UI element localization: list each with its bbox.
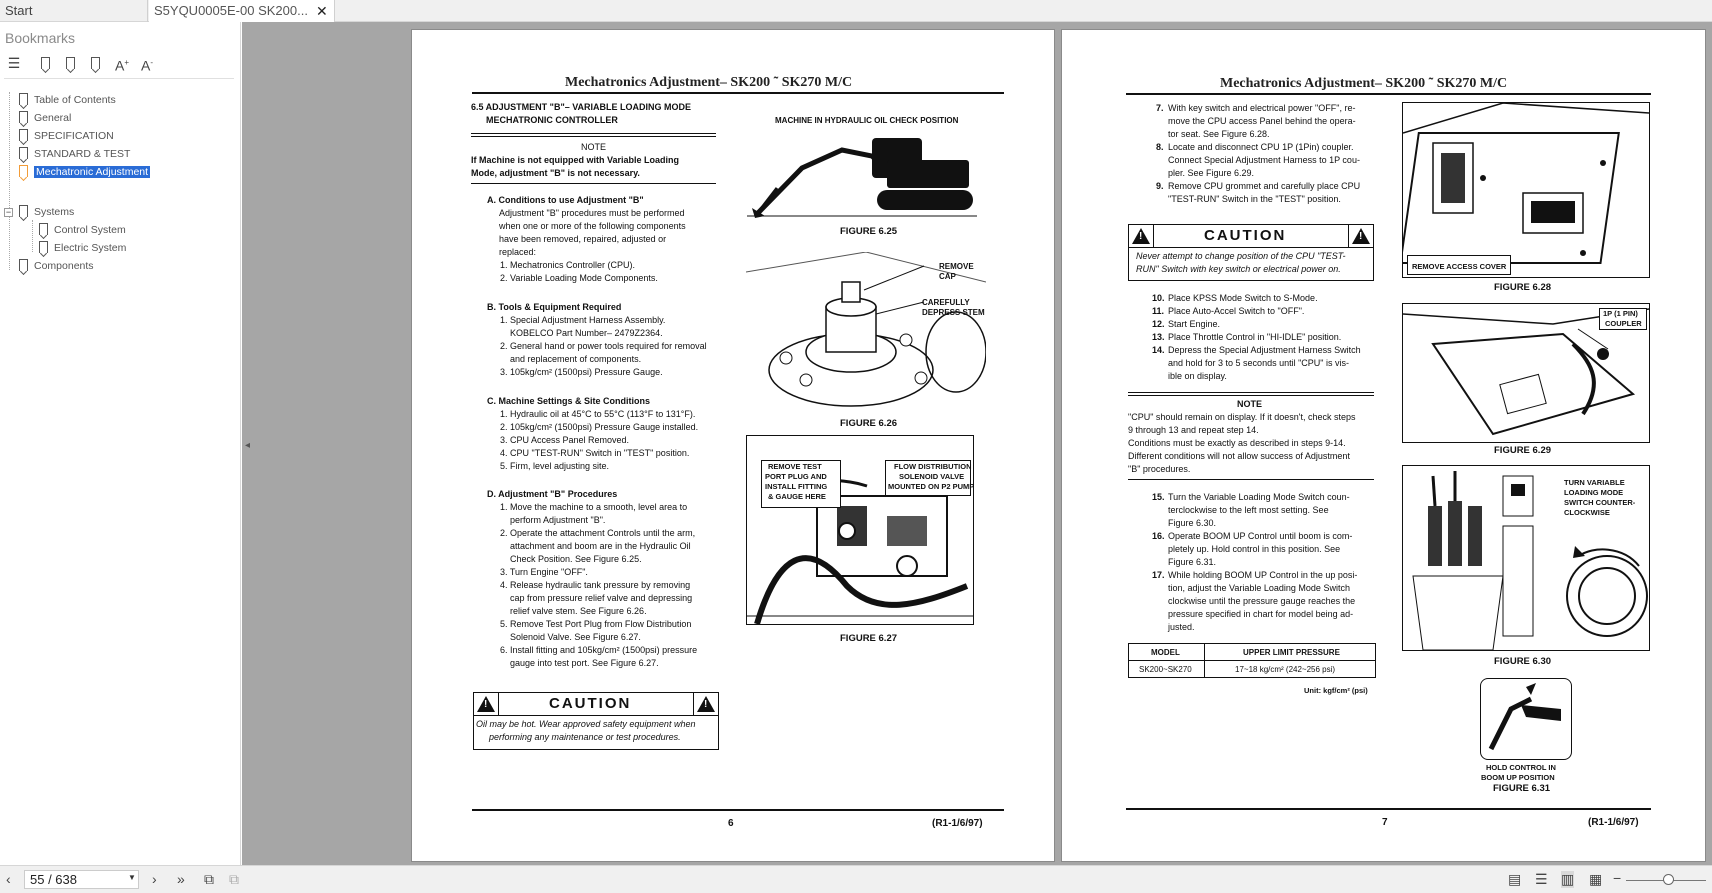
bookmark-mechatronic-adjustment[interactable] bbox=[19, 163, 150, 181]
step-text: While holding BOOM UP Control in the up posi- bbox=[1168, 570, 1358, 580]
step-text: With key switch and electrical power "OFF", re- bbox=[1168, 103, 1356, 113]
bookmark-label: Systems bbox=[34, 206, 75, 218]
caution-text: Oil may be hot. Wear approved safety equipment when bbox=[476, 719, 696, 729]
callout-cap: CAP bbox=[939, 272, 956, 281]
bookmark-label: Components bbox=[34, 260, 94, 272]
list-item: 6. Install fitting and 105kg/cm² (1500psi) pressure bbox=[500, 645, 698, 655]
warning-icon bbox=[1352, 228, 1370, 244]
list-item: 2. 105kg/cm² (1500psi) Pressure Gauge installed. bbox=[500, 422, 699, 432]
step-text: tion, adjust the Variable Loading Mode Switch bbox=[1168, 583, 1350, 593]
callout-carefully: CAREFULLY bbox=[922, 298, 970, 307]
paragraph: replaced: bbox=[499, 247, 537, 257]
bookmark-control-system[interactable] bbox=[39, 221, 126, 239]
bookmark-label: Control System bbox=[54, 224, 126, 236]
bookmarks-title: Bookmarks bbox=[5, 30, 76, 46]
list-item: Check Position. See Figure 6.25. bbox=[500, 554, 642, 564]
bookmark-icon bbox=[39, 223, 48, 235]
list-item: KOBELCO Part Number– 2479Z2364. bbox=[500, 328, 663, 338]
callout-text: & GAUGE HERE bbox=[768, 492, 826, 501]
list-item: relief valve stem. See Figure 6.26. bbox=[500, 606, 647, 616]
warning-icon bbox=[697, 696, 715, 712]
callout-remove: REMOVE bbox=[939, 262, 974, 271]
figure-6-30 bbox=[1402, 465, 1650, 651]
figure-6-27 bbox=[746, 435, 974, 625]
section-subtitle: MECHATRONIC CONTROLLER bbox=[486, 115, 618, 125]
section-a-title: A. Conditions to use Adjustment "B" bbox=[487, 195, 644, 205]
section-b-title: B. Tools & Equipment Required bbox=[487, 302, 622, 312]
list-item: 1. Special Adjustment Harness Assembly. bbox=[500, 315, 666, 325]
delete-bookmark-icon[interactable] bbox=[89, 54, 107, 72]
bookmark-standard-test[interactable] bbox=[19, 145, 130, 163]
note-text: Mode, adjustment "B" is not necessary. bbox=[471, 168, 640, 178]
step-text: Start Engine. bbox=[1168, 319, 1221, 329]
step-number: 11. bbox=[1152, 306, 1165, 316]
figure-6-27-label: FIGURE 6.27 bbox=[840, 633, 898, 644]
note-text: Different conditions will not allow success of Adjustment bbox=[1128, 451, 1350, 461]
rule bbox=[1128, 395, 1374, 396]
list-item: 3. CPU Access Panel Removed. bbox=[500, 435, 630, 445]
two-page-view-icon[interactable]: ▥ bbox=[1561, 871, 1575, 887]
caution-text: RUN" Switch with key switch or electrical power on. bbox=[1136, 264, 1341, 274]
bookmarks-panel bbox=[0, 22, 241, 865]
list-item: 1. Move the machine to a smooth, level area to bbox=[500, 502, 688, 512]
step-number: 14. bbox=[1152, 345, 1165, 355]
header-rule bbox=[1126, 93, 1651, 95]
page-number: 7 bbox=[1382, 817, 1388, 828]
list-item: 3. 105kg/cm² (1500psi) Pressure Gauge. bbox=[500, 367, 663, 377]
paragraph: Adjustment "B" procedures must be performed bbox=[499, 208, 685, 218]
figure-6-29-label: FIGURE 6.29 bbox=[1494, 445, 1552, 456]
note-text: "CPU" should remain on display. If it doesn't, check steps bbox=[1128, 412, 1356, 422]
paragraph: when one or more of the following components bbox=[499, 221, 686, 231]
caution-title: CAUTION bbox=[1204, 227, 1287, 244]
rule bbox=[1348, 225, 1349, 247]
two-page-continuous-icon[interactable]: ▦ bbox=[1589, 871, 1603, 887]
callout-text: 1P (1 PIN) bbox=[1603, 309, 1638, 318]
rule bbox=[474, 715, 718, 716]
bookmark-icon bbox=[19, 165, 28, 177]
bookmark-specification[interactable] bbox=[19, 127, 114, 145]
caution-text: performing any maintenance or test procedures. bbox=[489, 732, 681, 742]
step-text: "TEST-RUN" Switch in the "TEST" position. bbox=[1168, 194, 1341, 204]
step-text: tor seat. See Figure 6.28. bbox=[1168, 129, 1270, 139]
bookmark-icon bbox=[19, 93, 28, 105]
figure-6-30-label: FIGURE 6.30 bbox=[1494, 656, 1552, 667]
page-header: Mechatronics Adjustment– SK200 ˜ SK270 M/C bbox=[1220, 76, 1508, 91]
note-label: NOTE bbox=[581, 142, 607, 152]
bookmark-icon bbox=[19, 205, 28, 217]
bookmark-table-of-contents[interactable] bbox=[19, 91, 116, 109]
revision: (R1-1/6/97) bbox=[932, 818, 983, 829]
step-number: 17. bbox=[1152, 570, 1165, 580]
last-page-icon[interactable]: » bbox=[177, 871, 185, 887]
callout-text: SOLENOID VALVE bbox=[899, 472, 965, 481]
figure-6-31 bbox=[1480, 678, 1572, 760]
rule bbox=[1128, 479, 1374, 480]
separator bbox=[4, 78, 234, 79]
step-text: move the CPU access Panel behind the opera- bbox=[1168, 116, 1356, 126]
tab-start[interactable]: Start bbox=[0, 0, 148, 22]
callout-text: BOOM UP POSITION bbox=[1481, 773, 1555, 782]
step-text: Place KPSS Mode Switch to S-Mode. bbox=[1168, 293, 1318, 303]
list-item: and replacement of components. bbox=[500, 354, 642, 364]
note-label: NOTE bbox=[1237, 399, 1263, 409]
boom-control-illustration bbox=[1481, 679, 1571, 759]
bookmark-icon bbox=[39, 241, 48, 253]
decrease-font-icon[interactable]: A- bbox=[140, 57, 153, 74]
footer-rule bbox=[472, 809, 1004, 811]
collapse-sidebar-icon[interactable]: ◂ bbox=[245, 440, 251, 451]
paragraph: have been removed, repaired, adjusted or bbox=[499, 234, 667, 244]
list-item: cap from pressure relief valve and depressing bbox=[500, 593, 693, 603]
step-text: Turn the Variable Loading Mode Switch coun- bbox=[1168, 492, 1350, 502]
caution-title: CAUTION bbox=[549, 695, 632, 712]
rule bbox=[1204, 644, 1205, 677]
callout-text: MOUNTED ON P2 PUMP bbox=[888, 482, 975, 491]
step-text: and hold for 3 to 5 seconds until "CPU" is vis- bbox=[1168, 358, 1349, 368]
rule bbox=[1128, 392, 1374, 393]
step-number: 9. bbox=[1156, 181, 1164, 191]
header-rule bbox=[472, 92, 1004, 94]
bookmark-label: Electric System bbox=[54, 242, 127, 254]
page-number: 6 bbox=[728, 818, 734, 829]
revision: (R1-1/6/97) bbox=[1588, 817, 1639, 828]
bookmark-icon bbox=[19, 129, 28, 141]
table-unit: Unit: kgf/cm² (psi) bbox=[1304, 686, 1368, 695]
excavator-illustration bbox=[747, 128, 977, 220]
page-dropdown-icon[interactable]: ▼ bbox=[128, 873, 136, 882]
warning-icon bbox=[1132, 228, 1150, 244]
continuous-view-icon[interactable]: ☰ bbox=[1535, 871, 1548, 887]
list-item: perform Adjustment "B". bbox=[500, 515, 606, 525]
section-title: 6.5 ADJUSTMENT "B"– VARIABLE LOADING MODE bbox=[471, 102, 692, 112]
cpu-panel-illustration bbox=[1403, 103, 1649, 277]
copy-page-icon[interactable]: ⧉ bbox=[204, 871, 214, 887]
zoom-slider-handle[interactable] bbox=[1663, 874, 1674, 885]
step-number: 12. bbox=[1152, 319, 1165, 329]
add-bookmark-icon[interactable] bbox=[39, 54, 57, 72]
zoom-out-icon[interactable]: − bbox=[1613, 870, 1622, 886]
bookmark-icon bbox=[19, 259, 28, 271]
callout-box bbox=[761, 460, 841, 508]
step-text: terclockwise to the left most setting. See bbox=[1168, 505, 1329, 515]
rule bbox=[498, 693, 499, 715]
figure-6-28 bbox=[1402, 102, 1650, 278]
step-text: Remove CPU grommet and carefully place CPU bbox=[1168, 181, 1361, 191]
figure-caption-top: MACHINE IN HYDRAULIC OIL CHECK POSITION bbox=[775, 116, 959, 125]
tab-document[interactable]: S5YQU0005E-00 SK200... bbox=[149, 0, 335, 22]
step-number: 10. bbox=[1152, 293, 1165, 303]
list-item: 3. Turn Engine "OFF". bbox=[500, 567, 588, 577]
list-item: Solenoid Valve. See Figure 6.27. bbox=[500, 632, 641, 642]
note-text: 9 through 13 and repeat step 14. bbox=[1128, 425, 1259, 435]
figure-6-25-label: FIGURE 6.25 bbox=[840, 226, 898, 237]
callout-text: COUPLER bbox=[1605, 319, 1642, 328]
figure-6-26-label: FIGURE 6.26 bbox=[840, 418, 898, 429]
step-text: Figure 6.31. bbox=[1168, 557, 1217, 567]
step-text: Depress the Special Adjustment Harness Switch bbox=[1168, 345, 1361, 355]
list-item: 5. Firm, level adjusting site. bbox=[500, 461, 610, 471]
list-item: 4. CPU "TEST-RUN" Switch in "TEST" position. bbox=[500, 448, 690, 458]
next-page-icon[interactable]: › bbox=[152, 871, 157, 887]
page-header: Mechatronics Adjustment– SK200 ˜ SK270 M/C bbox=[565, 75, 853, 90]
rule bbox=[1153, 225, 1154, 247]
list-item: 2. General hand or power tools required for removal bbox=[500, 341, 707, 351]
step-text: Connect Special Adjustment Harness to 1P cou- bbox=[1168, 155, 1360, 165]
add-child-bookmark-icon[interactable] bbox=[64, 54, 82, 72]
note-text: Conditions must be exactly as described in steps 9-14. bbox=[1128, 438, 1346, 448]
figure-6-28-label: FIGURE 6.28 bbox=[1494, 282, 1552, 293]
tree-line bbox=[32, 220, 33, 252]
bookmark-electric-system[interactable] bbox=[39, 239, 126, 257]
callout-box bbox=[1599, 308, 1647, 330]
collapse-icon[interactable]: − bbox=[5, 207, 12, 217]
step-text: Place Auto-Accel Switch to "OFF". bbox=[1168, 306, 1305, 316]
step-text: Operate BOOM UP Control until boom is com- bbox=[1168, 531, 1353, 541]
step-text: clockwise until the pressure gauge reaches the bbox=[1168, 596, 1356, 606]
close-tab-icon[interactable]: ✕ bbox=[316, 3, 328, 19]
bookmark-label: SPECIFICATION bbox=[34, 130, 114, 142]
caution-box bbox=[473, 692, 719, 750]
bookmark-icon bbox=[19, 147, 28, 159]
callout-box bbox=[885, 460, 975, 496]
callout-text: LOADING MODE bbox=[1564, 488, 1624, 497]
rule bbox=[1129, 247, 1373, 248]
rule bbox=[1129, 660, 1375, 661]
step-text: justed. bbox=[1168, 622, 1195, 632]
bookmark-label: Mechatronic Adjustment bbox=[36, 166, 149, 178]
caution-box bbox=[1128, 224, 1374, 281]
page-number-input[interactable]: 55 / 638 bbox=[24, 870, 139, 889]
previous-page-icon[interactable]: ‹ bbox=[6, 871, 11, 887]
note-text: If Machine is not equipped with Variable Loading bbox=[471, 155, 680, 165]
list-item: attachment and boom are in the Hydraulic Oil bbox=[500, 541, 691, 551]
table-header-pressure: UPPER LIMIT PRESSURE bbox=[1243, 648, 1340, 657]
note-text: "B" procedures. bbox=[1128, 464, 1191, 474]
status-bar bbox=[0, 865, 1712, 893]
step-number: 7. bbox=[1156, 103, 1164, 113]
rule bbox=[471, 183, 716, 184]
table-header-model: MODEL bbox=[1151, 648, 1180, 657]
pdf-page-7 bbox=[1061, 29, 1706, 862]
step-number: 15. bbox=[1152, 492, 1165, 502]
callout-text: CLOCKWISE bbox=[1564, 508, 1610, 517]
step-number: 8. bbox=[1156, 142, 1164, 152]
bookmark-options-icon[interactable]: ☰ bbox=[7, 55, 21, 71]
callout-text: PORT PLUG AND bbox=[765, 472, 827, 481]
callout-text: TURN VARIABLE bbox=[1564, 478, 1625, 487]
tab-bar bbox=[0, 0, 1712, 22]
pdf-page-6 bbox=[411, 29, 1055, 862]
rule bbox=[471, 133, 716, 134]
callout-depress-stem: DEPRESS STEM bbox=[922, 308, 985, 317]
pressure-table bbox=[1128, 643, 1376, 678]
footer-rule bbox=[1126, 808, 1651, 810]
step-text: pressure specified in chart for model being ad- bbox=[1168, 609, 1354, 619]
paste-page-icon: ⧉ bbox=[229, 871, 239, 887]
list-item: 2. Variable Loading Mode Components. bbox=[500, 273, 658, 283]
list-item: 4. Release hydraulic tank pressure by removing bbox=[500, 580, 691, 590]
bookmark-components[interactable] bbox=[19, 257, 94, 275]
step-text: Locate and disconnect CPU 1P (1Pin) coupler. bbox=[1168, 142, 1354, 152]
rule bbox=[471, 136, 716, 137]
step-number: 16. bbox=[1152, 531, 1165, 541]
callout-text: INSTALL FITTING bbox=[765, 482, 828, 491]
step-text: Place Throttle Control in "HI-IDLE" position. bbox=[1168, 332, 1342, 342]
callout-text: FLOW DISTRIBUTION bbox=[894, 462, 972, 471]
bookmark-label: General bbox=[34, 112, 72, 124]
list-item: 5. Remove Test Port Plug from Flow Distribution bbox=[500, 619, 692, 629]
callout-text: REMOVE ACCESS COVER bbox=[1412, 262, 1507, 271]
list-item: 1. Mechatronics Controller (CPU). bbox=[500, 260, 636, 270]
bookmark-icon bbox=[19, 111, 28, 123]
rule bbox=[693, 693, 694, 715]
list-item: 1. Hydraulic oil at 45°C to 55°C (113°F to 131°F). bbox=[500, 409, 696, 419]
figure-6-29 bbox=[1402, 303, 1650, 443]
warning-icon bbox=[477, 696, 495, 712]
step-text: pletely up. Hold control in this position. See bbox=[1168, 544, 1341, 554]
list-item: 2. Operate the attachment Controls until the arm, bbox=[500, 528, 696, 538]
step-text: pler. See Figure 6.29. bbox=[1168, 168, 1255, 178]
step-number: 13. bbox=[1152, 332, 1165, 342]
callout-box bbox=[1407, 255, 1511, 275]
callout-text: HOLD CONTROL IN bbox=[1486, 763, 1556, 772]
increase-font-icon[interactable]: A+ bbox=[114, 57, 129, 74]
caution-text: Never attempt to change position of the CPU "TEST- bbox=[1136, 251, 1346, 261]
callout-text: REMOVE TEST bbox=[768, 462, 822, 471]
table-cell-pressure: 17~18 kg/cm² (242~256 psi) bbox=[1235, 665, 1336, 674]
bookmark-label: Table of Contents bbox=[34, 94, 116, 106]
tree-line bbox=[9, 92, 10, 270]
step-text: ible on display. bbox=[1168, 371, 1227, 381]
section-d-title: D. Adjustment "B" Procedures bbox=[487, 489, 618, 499]
step-text: Figure 6.30. bbox=[1168, 518, 1217, 528]
list-item: gauge into test port. See Figure 6.27. bbox=[500, 658, 659, 668]
bookmark-label: STANDARD & TEST bbox=[34, 148, 131, 160]
section-c-title: C. Machine Settings & Site Conditions bbox=[487, 396, 651, 406]
bookmark-general[interactable] bbox=[19, 109, 71, 127]
bookmark-systems[interactable] bbox=[19, 203, 74, 221]
figure-6-31-label: FIGURE 6.31 bbox=[1493, 783, 1551, 794]
callout-text: SWITCH COUNTER- bbox=[1564, 498, 1636, 507]
single-page-view-icon[interactable]: ▤ bbox=[1508, 871, 1522, 887]
table-cell-model: SK200~SK270 bbox=[1139, 665, 1192, 674]
